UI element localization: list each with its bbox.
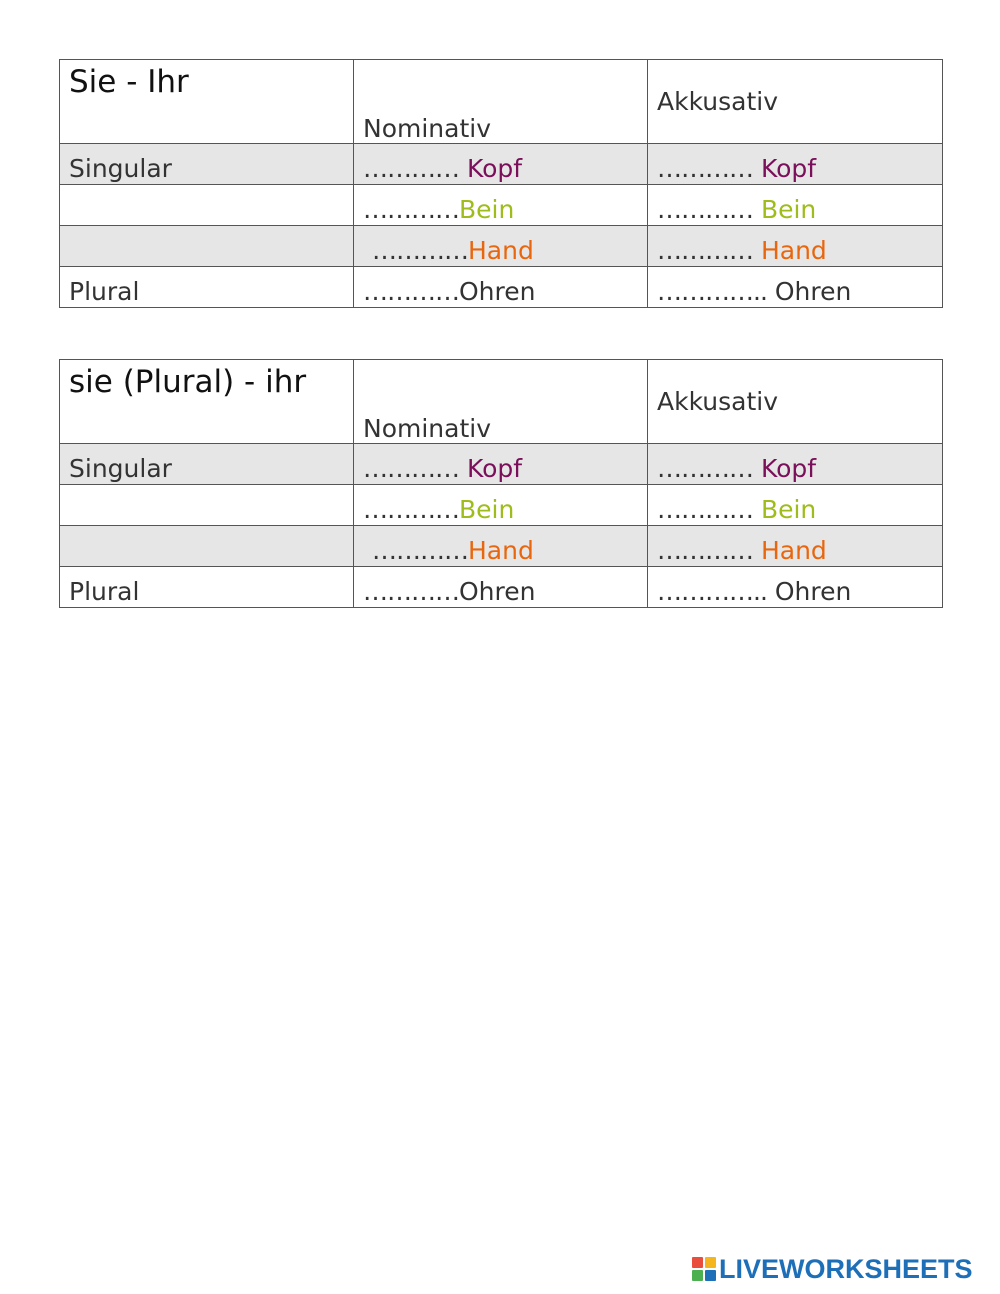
blank-dots[interactable]: ………… — [657, 536, 753, 565]
column-header-akkusativ: Akkusativ — [648, 360, 943, 444]
row-label: Singular — [60, 444, 354, 485]
blank-dots[interactable]: ………… — [363, 277, 459, 306]
blank-dots[interactable]: ………… — [363, 154, 459, 183]
nominativ-cell[interactable] — [354, 226, 648, 267]
row-label — [60, 185, 354, 226]
noun-kopf: Kopf — [459, 454, 523, 483]
blank-dots[interactable]: ………….. — [657, 277, 767, 306]
noun-bein: Bein — [459, 195, 515, 224]
noun-ohren: Ohren — [459, 277, 536, 306]
nominativ-cell[interactable] — [354, 526, 648, 567]
table-title: Sie - Ihr — [60, 60, 354, 144]
akkusativ-cell[interactable] — [648, 226, 943, 267]
blank-dots[interactable]: ………… — [657, 195, 753, 224]
nominativ-cell[interactable] — [354, 567, 648, 608]
table-title: sie (Plural) - ihr — [60, 360, 354, 444]
nominativ-cell[interactable] — [354, 144, 648, 185]
table-row — [60, 144, 943, 185]
nominativ-cell[interactable] — [354, 485, 648, 526]
row-label: Plural — [60, 267, 354, 308]
akkusativ-cell[interactable] — [648, 267, 943, 308]
liveworksheets-logo-icon — [692, 1257, 716, 1281]
noun-bein: Bein — [753, 195, 817, 224]
table-row — [60, 226, 943, 267]
blank-dots[interactable]: ………… — [363, 454, 459, 483]
akkusativ-cell[interactable] — [648, 485, 943, 526]
noun-ohren: Ohren — [766, 277, 852, 306]
noun-hand: Hand — [468, 536, 534, 565]
column-header-nominativ: Nominativ — [354, 60, 648, 144]
noun-bein: Bein — [459, 495, 515, 524]
akkusativ-cell[interactable] — [648, 444, 943, 485]
noun-kopf: Kopf — [753, 154, 817, 183]
nominativ-cell[interactable] — [354, 185, 648, 226]
table-header-row — [60, 60, 943, 144]
noun-kopf: Kopf — [753, 454, 817, 483]
noun-hand: Hand — [753, 236, 827, 265]
row-label — [60, 485, 354, 526]
blank-dots[interactable]: ………… — [372, 236, 468, 265]
blank-dots[interactable]: ………… — [657, 495, 753, 524]
noun-bein: Bein — [753, 495, 817, 524]
akkusativ-cell[interactable] — [648, 526, 943, 567]
akkusativ-cell[interactable] — [648, 567, 943, 608]
blank-dots[interactable]: ………….. — [657, 577, 767, 606]
akkusativ-cell[interactable] — [648, 185, 943, 226]
noun-ohren: Ohren — [459, 577, 536, 606]
row-label: Plural — [60, 567, 354, 608]
noun-kopf: Kopf — [459, 154, 523, 183]
table-row — [60, 444, 943, 485]
nominativ-cell[interactable] — [354, 267, 648, 308]
blank-dots[interactable]: ………… — [657, 454, 753, 483]
table-sie-ihr — [59, 59, 943, 308]
table-row — [60, 485, 943, 526]
noun-hand: Hand — [753, 536, 827, 565]
blank-dots[interactable]: ………… — [657, 236, 753, 265]
blank-dots[interactable]: ………… — [372, 536, 468, 565]
blank-dots[interactable]: ………… — [363, 577, 459, 606]
blank-dots[interactable]: ………… — [363, 495, 459, 524]
noun-ohren: Ohren — [766, 577, 852, 606]
nominativ-cell[interactable] — [354, 444, 648, 485]
table-row — [60, 185, 943, 226]
noun-hand: Hand — [468, 236, 534, 265]
row-label: Singular — [60, 144, 354, 185]
column-header-akkusativ: Akkusativ — [648, 60, 943, 144]
liveworksheets-logo[interactable] — [692, 1253, 973, 1284]
blank-dots[interactable]: ………… — [657, 154, 753, 183]
table-row — [60, 526, 943, 567]
table-row — [60, 567, 943, 608]
table-sie-plural-ihr — [59, 359, 943, 608]
column-header-nominativ: Nominativ — [354, 360, 648, 444]
row-label — [60, 226, 354, 267]
table-header-row — [60, 360, 943, 444]
akkusativ-cell[interactable] — [648, 144, 943, 185]
logo-text: LIVEWORKSHEETS — [719, 1253, 973, 1284]
table-row — [60, 267, 943, 308]
row-label — [60, 526, 354, 567]
blank-dots[interactable]: ………… — [363, 195, 459, 224]
